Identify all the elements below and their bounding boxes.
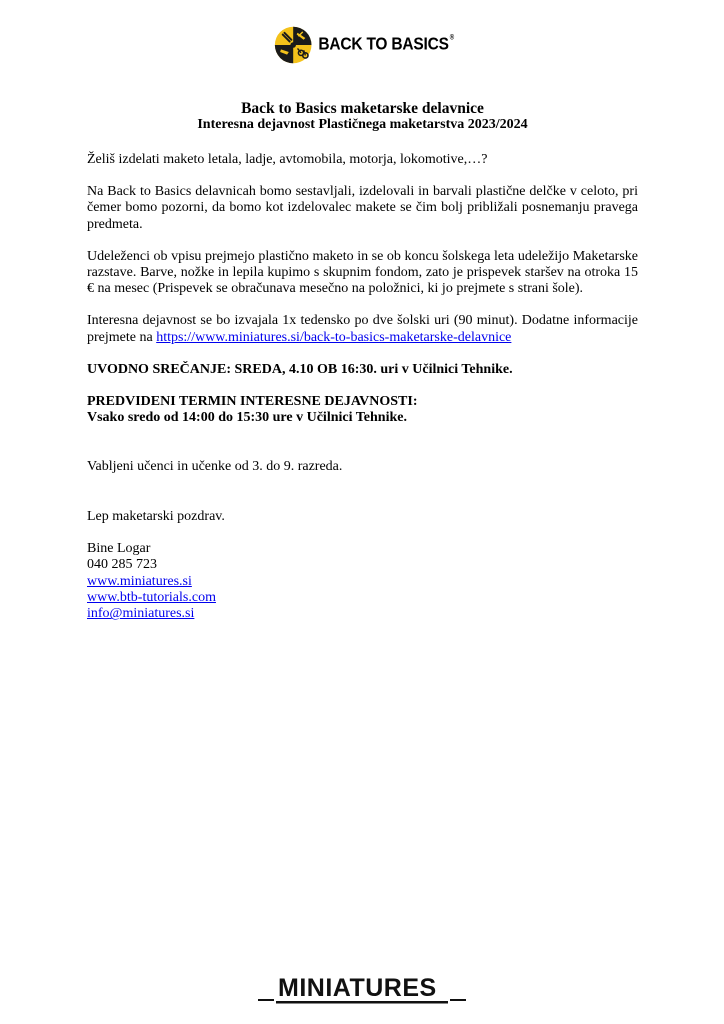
website-link-miniatures[interactable]: www.miniatures.si [87, 573, 192, 589]
miniatures-logo [258, 972, 466, 1008]
schedule-text: Vsako sredo od 14:00 do 15:30 ure v Učilnici Tehnike. [87, 410, 407, 426]
document-title: Back to Basics maketarske delavnice [241, 100, 484, 117]
back-to-basics-logo [274, 20, 454, 70]
enrollment-paragraph: Udeleženci ob vpisu prejmejo plastično maketo in se ob koncu šolskega leta udeležijo Maketarske razstave. Barve, nožke in lepila kupimo s skupnim fondom, zato je prispevek staršev na otroka 15 € na mesec (Prispevek se obračunava mesečno na položnici, ki jo prejmete s strani šole). [87, 248, 638, 297]
miniatures-wordmark: MINIATURES [278, 974, 437, 1002]
back-to-basics-badge-icon [274, 23, 312, 67]
intro-paragraph: Želiš izdelati maketo letala, ladje, avtomobila, motorja, lokomotive,…? [87, 152, 488, 167]
contact-block [87, 541, 638, 623]
document-subtitle: Interesna dejavnost Plastičnega maketarstva 2023/2024 [197, 117, 528, 132]
logo-wordmark: BACK TO BASICS® [318, 34, 454, 55]
description-paragraph: Na Back to Basics delavnicah bomo sestavljali, izdelovali in barvali plastične delčke v celoto, pri čemer bomo pozorni, da bomo kot izdelovalec makete se čim bolj približali posnemanju pravega predmeta. [87, 184, 638, 232]
email-link[interactable]: info@miniatures.si [87, 606, 195, 622]
schedule-info-paragraph [87, 313, 638, 345]
workshop-link[interactable]: https://www.miniatures.si/back-to-basics-maketarske-delavnice [156, 329, 512, 345]
contact-name: Bine Logar [87, 540, 151, 556]
schedule-info-text: Interesna dejavnost se bo izvajala 1x tedensko po dve šolski uri (90 minut). Dodatne informacije prejmete na [87, 313, 638, 345]
schedule-heading: PREDVIDENI TERMIN INTERESNE DEJAVNOSTI: [87, 394, 418, 410]
intro-meeting: UVODNO SREČANJE: SREDA, 4.10 OB 16:30. uri v Učilnici Tehnike. [87, 361, 513, 377]
invitation-text: Vabljeni učenci in učenke od 3. do 9. razreda. [87, 459, 343, 475]
greeting-text: Lep maketarski pozdrav. [87, 508, 225, 524]
document-body [87, 100, 638, 623]
website-link-btb-tutorials[interactable]: www.btb-tutorials.com [87, 590, 216, 606]
contact-phone: 040 285 723 [87, 557, 157, 573]
